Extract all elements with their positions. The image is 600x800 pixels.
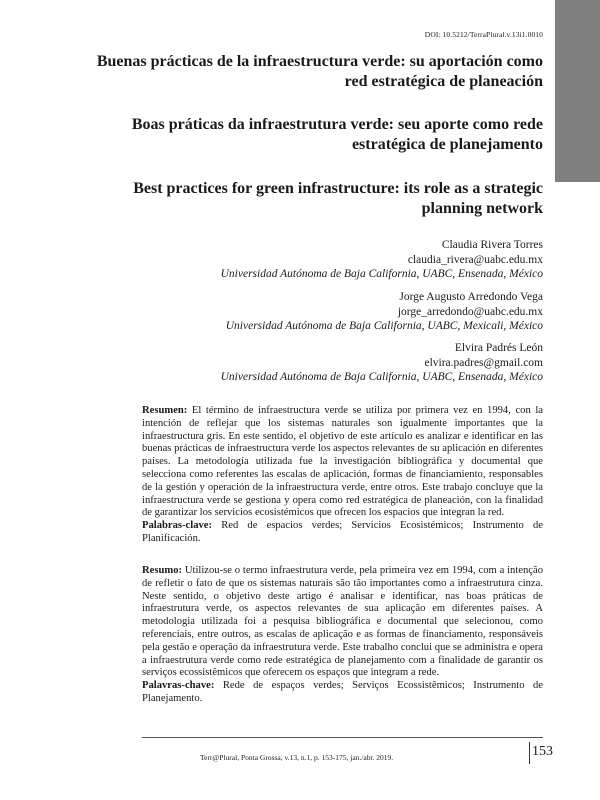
author-email: claudia_rivera@uabc.edu.mx bbox=[407, 253, 543, 266]
abstract-text: El término de infraestructura verde se utiliza por primera vez en 1994, con la intención de reflejar que los sistemas naturales son igualmente importantes que la infraestructura gris. En este sentido, el objetivo de este artículo es analizar e identificar en las buenas prácticas de infraestructura verde los aspectos relevantes de su aplicación en diferentes países. La metodología utilizada fue la investigación bibliográfica y documental que selecciona como referentes las escalas de aplicación, formas de financiamiento, responsables de la gestión y operación de la infraestructura verde, entre otros. Este trabajo concluye que la infraestructura verde se gestiona y opera como red estratégica de planeación, con la finalidad de garantizar los servicios ecosistémicos que ofrecen los espacios que integran la red. bbox=[142, 405, 543, 519]
author-block bbox=[143, 290, 543, 334]
abstract-spanish bbox=[142, 405, 543, 546]
abstract-label: Resumo: bbox=[142, 565, 183, 576]
author-name: Elvira Padrés León bbox=[454, 342, 543, 354]
abstract-text: Utilizou-se o termo infraestrutura verde, pela primeira vez em 1994, com a intenção de refletir o fato de que os sistemas naturais são tão importantes como a infraestrutura cinza. Neste sentido, o objetivo deste artigo é analisar e identificar, nas boas práticas de infraestrutura verde, os aspectos relevantes de sua aplicação em diferentes países. A metodologia utilizada foi a pesquisa bibliográfica e documental que selecionou, como referenciais, entre outros, as escalas de aplicação e as formas de financiamento, responsáveis pela gestão e operação da infraestrutura verde. Este trabalho conclui que se administra e opera a infraestrutura verde como rede estratégica de planejamento com a finalidade de garantir os serviços ecossistêmicos que oferecem os espaços que integram a rede. bbox=[142, 565, 543, 679]
title-english: Best practices for green infrastructure: its role as a strategic planning network bbox=[133, 180, 543, 217]
doi-line: DOI: 10.5212/TerraPlural.v.13i1.0010 bbox=[424, 30, 543, 39]
page-number: 153 bbox=[532, 744, 553, 759]
abstract-body bbox=[142, 405, 543, 520]
keywords-text: Rede de espaços verdes; Serviços Ecossistêmicos; Instrumento de Planejamento. bbox=[142, 680, 543, 704]
author-name: Claudia Rivera Torres bbox=[441, 239, 543, 251]
footer-separator bbox=[529, 742, 530, 764]
abstract-portuguese bbox=[142, 565, 543, 706]
author-name: Jorge Augusto Arredondo Vega bbox=[399, 291, 543, 303]
author-institution: Universidad Autónoma de Baja California, UABC, Ensenada, México bbox=[220, 371, 543, 383]
title-spanish: Buenas prácticas de la infraestructura verde: su aportación como red estratégica de planeación bbox=[96, 53, 543, 90]
author-email: elvira.padres@gmail.com bbox=[424, 356, 543, 369]
keywords-text: Red de espacios verdes; Servicios Ecosistémicos; Instrumento de Planificación. bbox=[142, 520, 543, 544]
footer-citation: Terr@Plural, Ponta Grossa, v.13, n.1, p. 153-175, jan./abr. 2019. bbox=[200, 753, 394, 762]
author-block bbox=[143, 238, 543, 282]
author-block bbox=[143, 341, 543, 385]
keywords-label: Palabras-clave: bbox=[142, 520, 213, 532]
title-portuguese: Boas práticas da infraestrutura verde: seu aporte como rede estratégica de planejamento bbox=[131, 116, 543, 153]
abstract-label: Resumen: bbox=[142, 405, 188, 416]
keywords-label: Palavras-chave: bbox=[142, 680, 215, 692]
side-tab-bar bbox=[555, 0, 600, 182]
keywords bbox=[142, 520, 543, 546]
abstract-body bbox=[142, 565, 543, 680]
keywords bbox=[142, 680, 543, 706]
footer-divider bbox=[142, 737, 543, 738]
author-institution: Universidad Autónoma de Baja California, UABC, Ensenada, México bbox=[220, 268, 543, 280]
author-email: jorge_arredondo@uabc.edu.mx bbox=[397, 305, 543, 318]
author-institution: Universidad Autónoma de Baja California, UABC, Mexicali, México bbox=[225, 320, 543, 332]
